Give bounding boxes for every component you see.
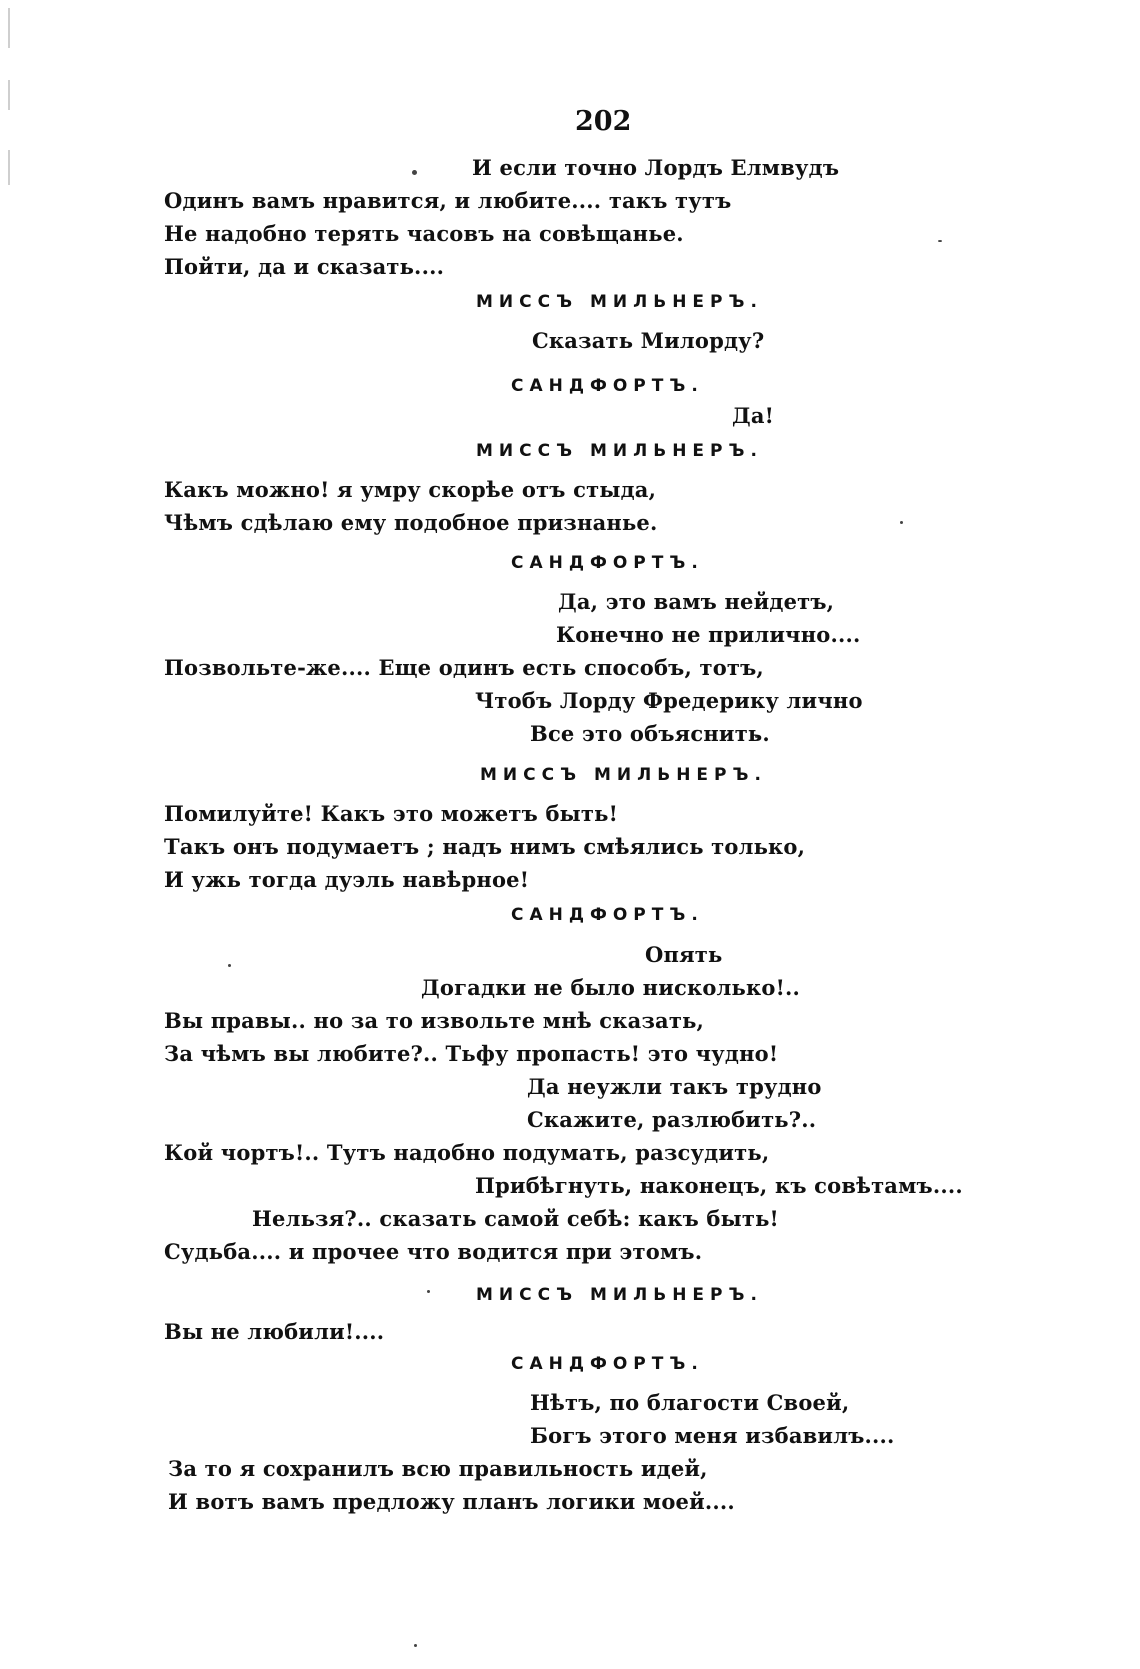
verse-line: И вотъ вамъ предложу планъ логики моей.... (168, 1489, 735, 1514)
verse-line: Богъ этого меня избавилъ.... (530, 1423, 895, 1448)
verse-line: Пойти, да и сказать.... (164, 254, 445, 279)
verse-line: Нѣтъ, по благости Своей, (530, 1390, 850, 1415)
verse-line: Судьба.... и прочее что водится при этомъ. (164, 1239, 703, 1264)
verse-line: И ужь тогда дуэль навѣрное! (164, 867, 530, 892)
verse-line: Прибѣгнуть, наконецъ, къ совѣтамъ.... (475, 1173, 963, 1198)
verse-line: Все это объяснить. (530, 721, 770, 746)
verse-line: Вы правы.. но за то извольте мнѣ сказать, (164, 1008, 705, 1033)
print-speck (414, 1644, 417, 1647)
speaker-name: САНДФОРТЪ. (511, 1354, 704, 1374)
verse-line: Нельзя?.. сказать самой себѣ: какъ быть! (252, 1206, 779, 1231)
speaker-name: МИССЪ МИЛЬНЕРЪ. (476, 441, 763, 461)
speaker-name: МИССЪ МИЛЬНЕРЪ. (476, 1285, 763, 1305)
scan-edge-mark (8, 150, 10, 185)
speaker-name: МИССЪ МИЛЬНЕРЪ. (480, 765, 767, 785)
verse-line: Опять (645, 942, 723, 967)
speaker-name: САНДФОРТЪ. (511, 553, 704, 573)
verse-line: Сказать Милорду? (532, 328, 765, 353)
verse-line: Чѣмъ сдѣлаю ему подобное признанье. (164, 510, 658, 535)
print-speck (228, 964, 231, 967)
verse-line: За то я сохранилъ всю правильность идей, (168, 1456, 708, 1481)
verse-line: Да! (732, 403, 775, 428)
speaker-name: САНДФОРТЪ. (511, 376, 704, 396)
verse-line: Да, это вамъ нейдетъ, (558, 589, 835, 614)
verse-line: Не надобно терять часовъ на совѣщанье. (164, 221, 684, 246)
verse-line: Позвольте-же.... Еще одинъ есть способъ, тотъ, (164, 655, 764, 680)
verse-line: Чтобъ Лорду Фредерику лично (475, 688, 863, 713)
verse-line: Помилуйте! Какъ это можетъ быть! (164, 801, 618, 826)
verse-line: Догадки не было нисколько!.. (421, 975, 801, 1000)
scan-edge-mark (8, 8, 10, 48)
verse-line: Вы не любили!.... (164, 1319, 385, 1344)
verse-line: Да неужли такъ трудно (527, 1074, 822, 1099)
print-speck (938, 240, 942, 242)
scan-edge-mark (8, 80, 10, 110)
verse-line: Одинъ вамъ нравится, и любите.... такъ тутъ (164, 188, 732, 213)
print-speck (900, 521, 903, 524)
print-speck (412, 170, 417, 175)
verse-line: Конечно не прилично.... (556, 622, 861, 647)
speaker-name: МИССЪ МИЛЬНЕРЪ. (476, 292, 763, 312)
speaker-name: САНДФОРТЪ. (511, 905, 704, 925)
verse-line: Кой чортъ!.. Тутъ надобно подумать, разсудить, (164, 1140, 770, 1165)
print-speck (427, 1290, 430, 1293)
verse-line: За чѣмъ вы любите?.. Тьфу пропасть! это чудно! (164, 1041, 779, 1066)
verse-line: Такъ онъ подумаетъ ; надъ нимъ смѣялись только, (164, 834, 806, 859)
verse-line: Какъ можно! я умру скорѣе отъ стыда, (164, 477, 657, 502)
page-number: 202 (575, 106, 632, 137)
verse-line: И если точно Лордъ Елмвудъ (472, 155, 840, 180)
verse-line: Скажите, разлюбить?.. (527, 1107, 817, 1132)
